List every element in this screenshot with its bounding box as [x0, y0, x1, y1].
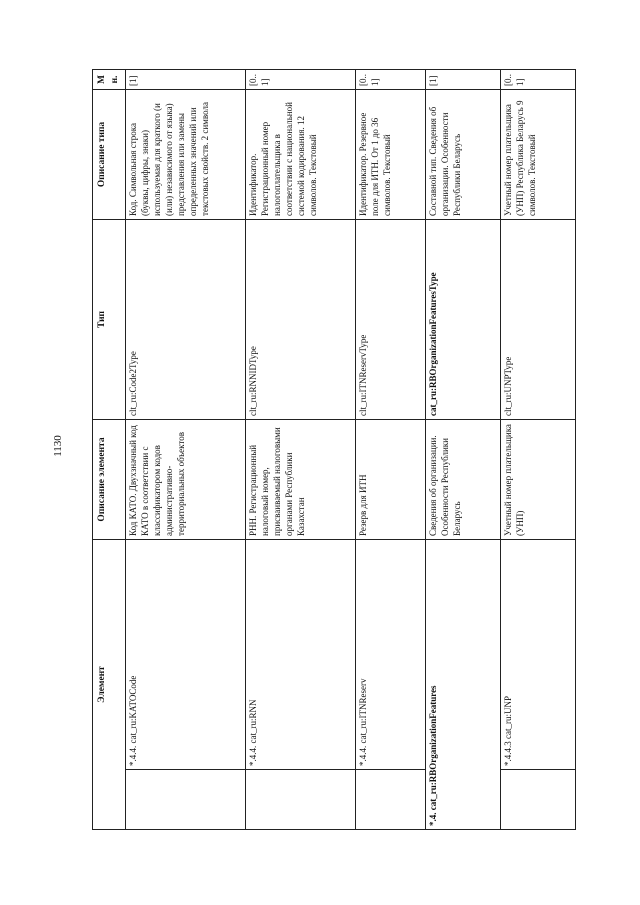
mult-cell: [1]: [425, 69, 500, 89]
element-name: cat_ru:RNN: [247, 699, 258, 744]
type-cell: clt_ru:Code2Type: [125, 219, 245, 419]
element-name: cat_ru:UNP: [502, 696, 513, 739]
element-desc: Код КАТО. Двухзначный код КАТО в соответствии с классификатором кодов административно-территориальных объектов: [125, 419, 245, 539]
element-number: *.4.4.: [127, 745, 138, 766]
element-desc: Резерв для ИТН: [355, 419, 425, 539]
element-number: *.4.4.: [247, 745, 258, 766]
rotated-table-wrapper: [92, 70, 622, 830]
element-number: *.4.4.3: [502, 741, 513, 766]
element-cell: [500, 539, 575, 769]
type-cell: clt_ru:UNPType: [500, 219, 575, 419]
element-cell: [125, 539, 245, 769]
row-indent: [125, 770, 245, 830]
table-row: [425, 69, 500, 829]
row-indent: [500, 770, 575, 830]
element-desc: Сведения об организации. Особенности Республики Беларусь: [425, 419, 500, 539]
header-type-desc: Описание типа: [93, 89, 126, 219]
element-cell: [355, 539, 425, 769]
element-number: *.4.: [427, 812, 438, 826]
row-indent: [245, 770, 355, 830]
table-row: [125, 69, 245, 829]
table-row: [245, 69, 355, 829]
type-desc: Код. Символьная строка (буквы, цифры, знаки) используемая для краткого (и (или) независимого от языка) представления или замены определенных значений или текстовых свойств. 2 символа: [125, 89, 245, 219]
table-row: [355, 69, 425, 829]
type-cell: clt_ru:ITNReservType: [355, 219, 425, 419]
element-name: cat_ru:RBOrganizationFeatures: [427, 685, 438, 811]
page-number: 1130: [52, 435, 64, 457]
type-cell: cat_ru:RBOrganizationFeaturesType: [425, 219, 500, 419]
type-desc: Составной тип. Сведения об организации. Особенности Республики Беларусь: [425, 89, 500, 219]
mult-cell: [0..1]: [245, 69, 355, 89]
row-indent: [355, 770, 425, 830]
header-element-desc: Описание элемента: [93, 419, 126, 539]
header-type: Тип: [93, 219, 126, 419]
element-name: cat_ru:ITNReserv: [357, 678, 368, 744]
header-element: Элемент: [93, 539, 126, 829]
element-number: *.4.4.: [357, 745, 368, 766]
element-desc: РНН. Регистрационный налоговый номер, присваиваемый налоговыми органами Республики Казахстан: [245, 419, 355, 539]
table-row: [500, 69, 575, 829]
mult-cell: [0..1]: [355, 69, 425, 89]
element-desc: Учетный номер плательщика (УНП): [500, 419, 575, 539]
mult-cell: [0..1]: [500, 69, 575, 89]
element-cell: [245, 539, 355, 769]
element-cell: [425, 539, 500, 829]
type-desc: Идентификатор. Резервное поле для ИТН. От 1 до 36 символов. Текстовый: [355, 89, 425, 219]
type-cell: clt_ru:RNNIDType: [245, 219, 355, 419]
table-header-row: [93, 69, 126, 829]
type-desc: Учетный номер плательщика (УНП) Республика Беларусь 9 символов. Текстовый: [500, 89, 575, 219]
element-name: cat_ru:KATOCode: [127, 675, 138, 744]
header-mult: Мн.: [93, 69, 126, 89]
type-desc: Идентификатор. Регистрационный номер налогоплательщика в соответствии с национальной системой кодирования. 12 символов. Текстовый: [245, 89, 355, 219]
mult-cell: [1]: [125, 69, 245, 89]
elements-table: [92, 69, 576, 830]
